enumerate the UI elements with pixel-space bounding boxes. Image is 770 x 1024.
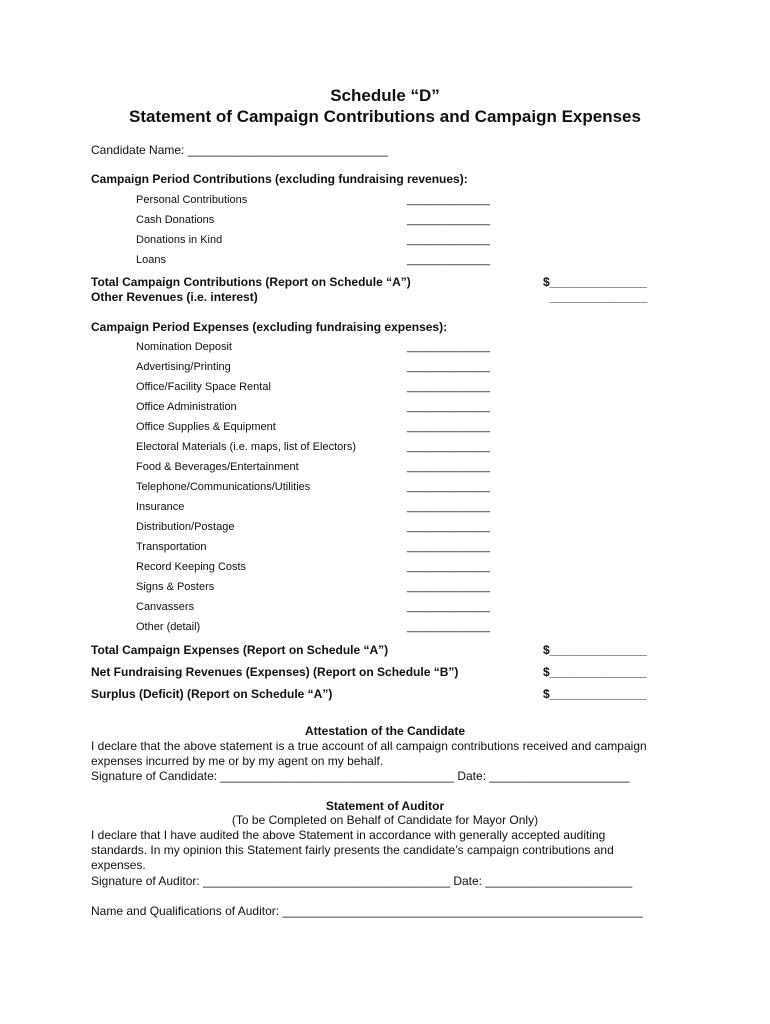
auditor-heading: Statement of Auditor <box>325 799 445 813</box>
total-expenses-blank[interactable]: $_______________ <box>543 643 647 657</box>
contribution-blank[interactable]: ______________ <box>407 194 490 206</box>
contribution-blank[interactable]: ______________ <box>407 214 490 226</box>
expense-blank[interactable]: ______________ <box>407 541 490 553</box>
contributions-heading: Campaign Period Contributions (excluding fundraising revenues): <box>91 172 468 186</box>
contribution-item: Personal Contributions <box>136 194 248 206</box>
attestation-text: I declare that the above statement is a true account of all campaign contributions received and campaign expenses incurred by me or by my agent on my behalf. <box>91 739 647 768</box>
candidate-signature-line[interactable]: Signature of Candidate: ___________________________________ Date: _____________________ <box>91 769 630 783</box>
expense-item: Transportation <box>136 541 207 553</box>
expense-blank[interactable]: ______________ <box>407 501 490 513</box>
expense-blank[interactable]: ______________ <box>407 561 490 573</box>
contribution-item: Cash Donations <box>136 214 215 226</box>
expense-blank[interactable]: ______________ <box>407 421 490 433</box>
other-revenues-blank[interactable]: _______________ <box>550 290 648 304</box>
expense-item: Nomination Deposit <box>136 341 232 353</box>
expense-blank[interactable]: ______________ <box>407 461 490 473</box>
page-title: Statement of Campaign Contributions and Campaign Expenses <box>129 107 641 126</box>
expense-blank[interactable]: ______________ <box>407 481 490 493</box>
expense-item: Electoral Materials (i.e. maps, list of Electors) <box>136 441 357 453</box>
surplus-label: Surplus (Deficit) (Report on Schedule “A”) <box>91 687 333 701</box>
expense-blank[interactable]: ______________ <box>407 361 490 373</box>
expense-item: Office Supplies & Equipment <box>136 421 276 433</box>
expense-item: Canvassers <box>136 601 195 613</box>
auditor-signature-line[interactable]: Signature of Auditor: _____________________________________ Date: ______________________ <box>91 874 633 888</box>
expense-item: Distribution/Postage <box>136 521 235 533</box>
expense-blank[interactable]: ______________ <box>407 381 490 393</box>
expense-item: Office/Facility Space Rental <box>136 381 271 393</box>
expense-blank[interactable]: ______________ <box>407 521 490 533</box>
expense-blank[interactable]: ______________ <box>407 441 490 453</box>
auditor-subheading: (To be Completed on Behalf of Candidate for Mayor Only) <box>231 813 539 827</box>
auditor-text: I declare that I have audited the above Statement in accordance with generally accepted auditing standards. In my opinion this Statement fairly presents the candidate’s campaign contributions and expenses. <box>91 828 614 872</box>
expenses-heading: Campaign Period Expenses (excluding fundraising expenses): <box>91 320 448 334</box>
expense-blank[interactable]: ______________ <box>407 581 490 593</box>
expense-blank[interactable]: ______________ <box>407 401 490 413</box>
other-revenues-label: Other Revenues (i.e. interest) <box>91 290 258 304</box>
surplus-blank[interactable]: $_______________ <box>543 687 647 701</box>
contribution-item: Donations in Kind <box>136 234 223 246</box>
expense-item: Signs & Posters <box>136 581 215 593</box>
expense-item: Insurance <box>136 501 185 513</box>
contribution-blank[interactable]: ______________ <box>407 254 490 266</box>
expense-blank[interactable]: ______________ <box>407 621 490 633</box>
net-fundraising-label: Net Fundraising Revenues (Expenses) (Report on Schedule “B”) <box>91 665 459 679</box>
auditor-name-line[interactable]: Name and Qualifications of Auditor: ______________________________________________________ <box>91 904 643 918</box>
expense-item: Food & Beverages/Entertainment <box>136 461 299 473</box>
net-fundraising-blank[interactable]: $_______________ <box>543 665 647 679</box>
expense-item: Office Administration <box>136 401 237 413</box>
expense-item: Telephone/Communications/Utilities <box>136 481 311 493</box>
total-contributions-blank[interactable]: $_______________ <box>543 275 647 289</box>
expense-item: Record Keeping Costs <box>136 561 247 573</box>
expense-blank[interactable]: ______________ <box>407 341 490 353</box>
expense-blank[interactable]: ______________ <box>407 601 490 613</box>
schedule-label: Schedule “D” <box>330 86 440 105</box>
contribution-item: Loans <box>136 254 166 266</box>
candidate-name-field[interactable]: Candidate Name: ______________________________ <box>91 143 388 157</box>
total-contributions-label: Total Campaign Contributions (Report on Schedule “A”) <box>91 275 411 289</box>
expense-item: Advertising/Printing <box>136 361 231 373</box>
contribution-blank[interactable]: ______________ <box>407 234 490 246</box>
attestation-heading: Attestation of the Candidate <box>304 724 465 738</box>
total-expenses-label: Total Campaign Expenses (Report on Schedule “A”) <box>91 643 389 657</box>
expense-item: Other (detail) <box>136 621 201 633</box>
